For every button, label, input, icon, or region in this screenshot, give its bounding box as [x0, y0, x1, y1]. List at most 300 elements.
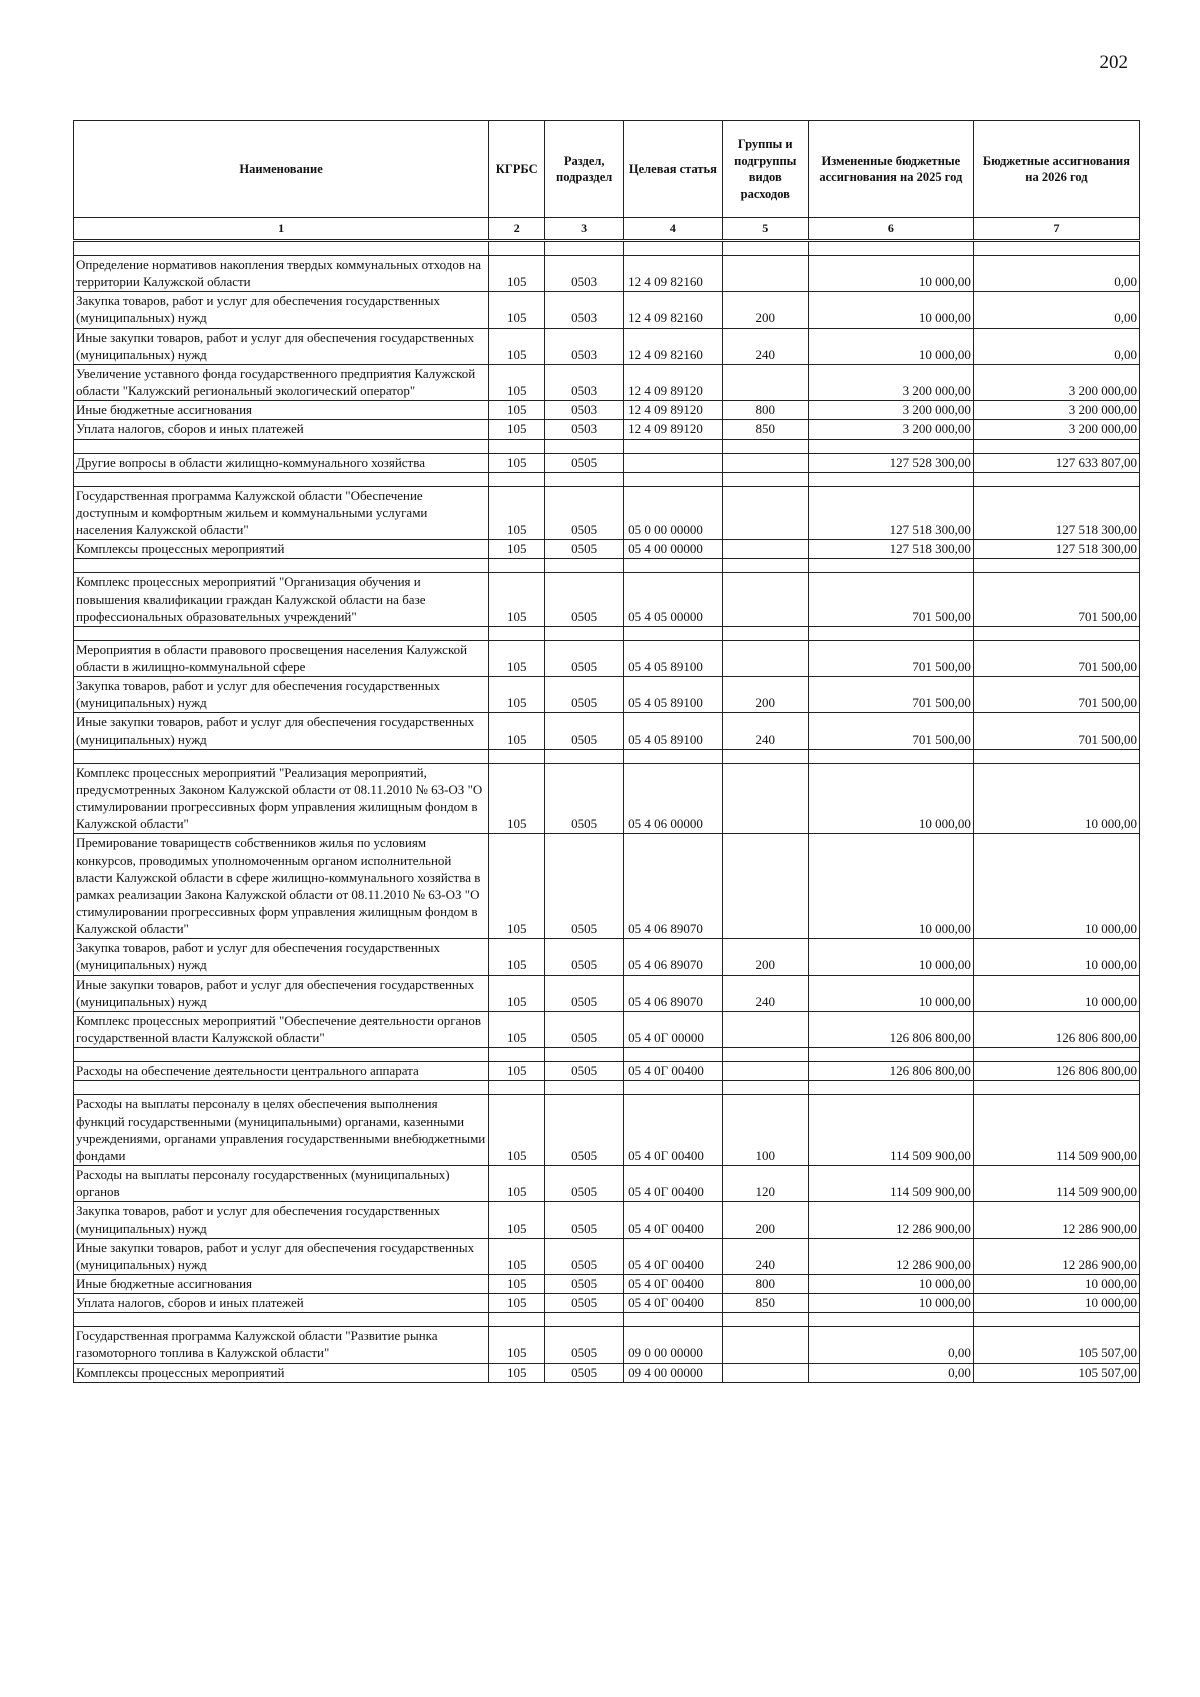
row-name: Комплексы процессных мероприятий [74, 1363, 489, 1382]
row-target: 12 4 09 82160 [624, 292, 723, 328]
row-section: 0505 [545, 1363, 624, 1382]
row-name: Закупка товаров, работ и услуг для обеспечения государственных (муниципальных) нужд [74, 677, 489, 713]
table-row [74, 1327, 1140, 1363]
row-name: Премирование товариществ собственников жилья по условиям конкурсов, проводимых уполномоченным органом исполнительной власти Калужской области в сфере жилищно-коммунального хозяйства в рамках реализации Закона Калужской области от 08.11.2010 № 63-ОЗ "О стимулировании прогрессивных форм управления жилищным фондом в Калужской области" [74, 834, 489, 939]
row-amount-2026: 105 507,00 [973, 1363, 1139, 1382]
spacer-cell [624, 439, 723, 453]
row-name: Комплекс процессных мероприятий "Реализация мероприятий, предусмотренных Законом Калужской области от 08.11.2010 № 63-ОЗ "О стимулировании прогрессивных форм управления жилищным фондом в Калужской области" [74, 763, 489, 834]
header-2025: Измененные бюджетные ассигнования на 2025 год [808, 121, 973, 218]
table-row [74, 328, 1140, 364]
row-target: 05 4 06 89070 [624, 834, 723, 939]
row-kgrbs: 105 [489, 328, 545, 364]
row-section: 0505 [545, 975, 624, 1011]
row-name: Комплекс процессных мероприятий "Организация обучения и повышения квалификации граждан Калужской области на базе профессиональных образовательных учреждений" [74, 573, 489, 626]
row-amount-2025: 10 000,00 [808, 763, 973, 834]
row-kgrbs: 105 [489, 486, 545, 539]
row-section: 0505 [545, 763, 624, 834]
row-amount-2026: 701 500,00 [973, 640, 1139, 676]
row-spacer [74, 1313, 1140, 1327]
row-section: 0503 [545, 401, 624, 420]
spacer-cell [624, 241, 723, 256]
spacer-cell [973, 1313, 1139, 1327]
spacer-cell [973, 626, 1139, 640]
table-row [74, 1202, 1140, 1238]
column-number: 3 [545, 218, 624, 241]
row-group [722, 1011, 808, 1047]
row-target: 05 4 0Г 00400 [624, 1238, 723, 1274]
row-spacer [74, 439, 1140, 453]
table-body [74, 241, 1140, 1383]
row-amount-2025: 10 000,00 [808, 975, 973, 1011]
row-amount-2025: 127 528 300,00 [808, 453, 973, 472]
row-section: 0505 [545, 713, 624, 749]
spacer-cell [545, 749, 624, 763]
table-row [74, 573, 1140, 626]
spacer-cell [973, 472, 1139, 486]
spacer-cell [722, 439, 808, 453]
row-amount-2026: 0,00 [973, 256, 1139, 292]
spacer-cell [74, 1048, 489, 1062]
row-amount-2026: 10 000,00 [973, 1294, 1139, 1313]
row-target: 12 4 09 82160 [624, 256, 723, 292]
spacer-cell [489, 1081, 545, 1095]
row-target: 05 4 0Г 00400 [624, 1166, 723, 1202]
row-section: 0505 [545, 834, 624, 939]
spacer-cell [624, 472, 723, 486]
row-group [722, 763, 808, 834]
column-number: 5 [722, 218, 808, 241]
row-target: 05 4 00 00000 [624, 540, 723, 559]
header-row [74, 121, 1140, 218]
row-section: 0505 [545, 1166, 624, 1202]
spacer-cell [624, 1048, 723, 1062]
table-row [74, 763, 1140, 834]
row-amount-2025: 10 000,00 [808, 256, 973, 292]
row-amount-2025: 114 509 900,00 [808, 1166, 973, 1202]
row-name: Расходы на обеспечение деятельности центрального аппарата [74, 1062, 489, 1081]
row-name: Закупка товаров, работ и услуг для обеспечения государственных (муниципальных) нужд [74, 1202, 489, 1238]
table-row [74, 401, 1140, 420]
row-target: 05 4 06 89070 [624, 939, 723, 975]
row-target: 05 4 0Г 00400 [624, 1095, 723, 1166]
row-name: Увеличение уставного фонда государственного предприятия Калужской области "Калужский региональный экологический оператор" [74, 364, 489, 400]
spacer-cell [74, 749, 489, 763]
spacer-cell [74, 559, 489, 573]
spacer-cell [973, 1081, 1139, 1095]
spacer-cell [722, 241, 808, 256]
row-group: 200 [722, 939, 808, 975]
row-kgrbs: 105 [489, 640, 545, 676]
row-amount-2025: 126 806 800,00 [808, 1011, 973, 1047]
row-kgrbs: 105 [489, 713, 545, 749]
row-amount-2026: 12 286 900,00 [973, 1238, 1139, 1274]
row-spacer [74, 1081, 1140, 1095]
table-row [74, 1238, 1140, 1274]
row-group [722, 834, 808, 939]
row-section: 0505 [545, 540, 624, 559]
row-name: Уплата налогов, сборов и иных платежей [74, 1294, 489, 1313]
row-spacer [74, 626, 1140, 640]
row-group: 800 [722, 1274, 808, 1293]
column-number: 2 [489, 218, 545, 241]
row-section: 0505 [545, 640, 624, 676]
row-spacer [74, 241, 1140, 256]
table-row [74, 292, 1140, 328]
spacer-cell [808, 626, 973, 640]
table-row [74, 256, 1140, 292]
row-group: 800 [722, 401, 808, 420]
row-target: 05 4 0Г 00400 [624, 1062, 723, 1081]
spacer-cell [973, 241, 1139, 256]
spacer-cell [722, 626, 808, 640]
row-group [722, 540, 808, 559]
row-kgrbs: 105 [489, 939, 545, 975]
column-number: 4 [624, 218, 723, 241]
row-amount-2026: 10 000,00 [973, 763, 1139, 834]
row-name: Государственная программа Калужской области "Обеспечение доступным и комфортным жильем и коммунальными услугами населения Калужской области" [74, 486, 489, 539]
row-amount-2026: 127 518 300,00 [973, 486, 1139, 539]
row-group: 240 [722, 975, 808, 1011]
row-amount-2025: 0,00 [808, 1363, 973, 1382]
table-row [74, 420, 1140, 439]
header-target: Целевая статья [624, 121, 723, 218]
spacer-cell [74, 1081, 489, 1095]
row-amount-2026: 126 806 800,00 [973, 1062, 1139, 1081]
row-target: 05 4 05 00000 [624, 573, 723, 626]
spacer-cell [624, 1313, 723, 1327]
row-amount-2026: 12 286 900,00 [973, 1202, 1139, 1238]
spacer-cell [489, 439, 545, 453]
row-section: 0505 [545, 1062, 624, 1081]
row-section: 0505 [545, 1202, 624, 1238]
row-amount-2025: 10 000,00 [808, 834, 973, 939]
row-name: Иные бюджетные ассигнования [74, 1274, 489, 1293]
row-section: 0505 [545, 453, 624, 472]
row-target: 05 4 0Г 00400 [624, 1294, 723, 1313]
table-row [74, 1294, 1140, 1313]
spacer-cell [489, 626, 545, 640]
row-target: 05 4 0Г 00400 [624, 1274, 723, 1293]
row-amount-2026: 114 509 900,00 [973, 1095, 1139, 1166]
row-amount-2026: 126 806 800,00 [973, 1011, 1139, 1047]
row-group [722, 486, 808, 539]
spacer-cell [545, 1081, 624, 1095]
row-amount-2026: 10 000,00 [973, 975, 1139, 1011]
row-section: 0505 [545, 1327, 624, 1363]
row-target: 09 4 00 00000 [624, 1363, 723, 1382]
row-group [722, 453, 808, 472]
budget-table [73, 120, 1140, 1383]
row-group: 240 [722, 1238, 808, 1274]
row-target: 05 4 06 00000 [624, 763, 723, 834]
table-row [74, 364, 1140, 400]
row-amount-2025: 701 500,00 [808, 713, 973, 749]
row-group [722, 1363, 808, 1382]
spacer-cell [545, 439, 624, 453]
row-section: 0503 [545, 328, 624, 364]
row-amount-2025: 10 000,00 [808, 292, 973, 328]
table-row [74, 1166, 1140, 1202]
table-row [74, 713, 1140, 749]
row-section: 0503 [545, 420, 624, 439]
spacer-cell [74, 472, 489, 486]
row-kgrbs: 105 [489, 1294, 545, 1313]
row-amount-2025: 114 509 900,00 [808, 1095, 973, 1166]
row-target: 05 4 05 89100 [624, 677, 723, 713]
row-amount-2025: 10 000,00 [808, 939, 973, 975]
row-amount-2025: 0,00 [808, 1327, 973, 1363]
row-amount-2026: 114 509 900,00 [973, 1166, 1139, 1202]
spacer-cell [545, 1048, 624, 1062]
page-number: 202 [1099, 52, 1128, 73]
table-row [74, 677, 1140, 713]
column-number: 6 [808, 218, 973, 241]
row-section: 0503 [545, 364, 624, 400]
spacer-cell [489, 559, 545, 573]
spacer-cell [808, 1081, 973, 1095]
spacer-cell [722, 472, 808, 486]
row-name: Комплексы процессных мероприятий [74, 540, 489, 559]
row-amount-2026: 10 000,00 [973, 1274, 1139, 1293]
row-amount-2026: 105 507,00 [973, 1327, 1139, 1363]
row-amount-2025: 10 000,00 [808, 1274, 973, 1293]
row-name: Закупка товаров, работ и услуг для обеспечения государственных (муниципальных) нужд [74, 939, 489, 975]
row-group [722, 364, 808, 400]
row-amount-2025: 701 500,00 [808, 640, 973, 676]
row-amount-2026: 701 500,00 [973, 713, 1139, 749]
spacer-cell [74, 1313, 489, 1327]
row-name: Иные закупки товаров, работ и услуг для обеспечения государственных (муниципальных) нужд [74, 1238, 489, 1274]
spacer-cell [489, 749, 545, 763]
row-kgrbs: 105 [489, 1238, 545, 1274]
row-amount-2026: 3 200 000,00 [973, 364, 1139, 400]
spacer-cell [545, 626, 624, 640]
row-group: 240 [722, 328, 808, 364]
table-row [74, 540, 1140, 559]
spacer-cell [722, 749, 808, 763]
row-amount-2025: 3 200 000,00 [808, 420, 973, 439]
row-amount-2025: 10 000,00 [808, 1294, 973, 1313]
row-kgrbs: 105 [489, 975, 545, 1011]
table-row [74, 834, 1140, 939]
table-row [74, 1011, 1140, 1047]
row-kgrbs: 105 [489, 573, 545, 626]
table-row [74, 453, 1140, 472]
spacer-cell [722, 1081, 808, 1095]
row-section: 0505 [545, 1274, 624, 1293]
row-target [624, 453, 723, 472]
row-amount-2026: 701 500,00 [973, 573, 1139, 626]
row-group: 200 [722, 292, 808, 328]
spacer-cell [624, 559, 723, 573]
row-amount-2025: 126 806 800,00 [808, 1062, 973, 1081]
row-amount-2025: 127 518 300,00 [808, 486, 973, 539]
table-row [74, 1363, 1140, 1382]
row-kgrbs: 105 [489, 1011, 545, 1047]
row-kgrbs: 105 [489, 677, 545, 713]
row-name: Иные закупки товаров, работ и услуг для обеспечения государственных (муниципальных) нужд [74, 975, 489, 1011]
row-section: 0503 [545, 292, 624, 328]
spacer-cell [808, 241, 973, 256]
row-spacer [74, 749, 1140, 763]
row-amount-2026: 3 200 000,00 [973, 401, 1139, 420]
table-row [74, 1095, 1140, 1166]
row-name: Мероприятия в области правового просвещения населения Калужской области в жилищно-коммунальной сфере [74, 640, 489, 676]
row-section: 0505 [545, 573, 624, 626]
row-name: Закупка товаров, работ и услуг для обеспечения государственных (муниципальных) нужд [74, 292, 489, 328]
spacer-cell [808, 559, 973, 573]
row-amount-2025: 12 286 900,00 [808, 1238, 973, 1274]
spacer-cell [74, 241, 489, 256]
header-name: Наименование [74, 121, 489, 218]
row-spacer [74, 472, 1140, 486]
row-kgrbs: 105 [489, 1202, 545, 1238]
row-name: Другие вопросы в области жилищно-коммунального хозяйства [74, 453, 489, 472]
row-group: 240 [722, 713, 808, 749]
spacer-cell [489, 1313, 545, 1327]
row-spacer [74, 1048, 1140, 1062]
row-group [722, 256, 808, 292]
row-section: 0505 [545, 1294, 624, 1313]
row-group [722, 573, 808, 626]
column-number: 1 [74, 218, 489, 241]
row-section: 0505 [545, 486, 624, 539]
spacer-cell [545, 472, 624, 486]
row-name: Уплата налогов, сборов и иных платежей [74, 420, 489, 439]
row-group [722, 1062, 808, 1081]
table-row [74, 640, 1140, 676]
spacer-cell [489, 1048, 545, 1062]
spacer-cell [808, 472, 973, 486]
row-section: 0503 [545, 256, 624, 292]
row-amount-2026: 0,00 [973, 292, 1139, 328]
row-kgrbs: 105 [489, 763, 545, 834]
spacer-cell [808, 439, 973, 453]
row-group: 200 [722, 1202, 808, 1238]
row-amount-2025: 701 500,00 [808, 573, 973, 626]
row-group: 200 [722, 677, 808, 713]
spacer-cell [808, 1048, 973, 1062]
spacer-cell [973, 1048, 1139, 1062]
row-group [722, 640, 808, 676]
row-target: 05 4 05 89100 [624, 640, 723, 676]
spacer-cell [973, 749, 1139, 763]
spacer-cell [722, 559, 808, 573]
row-name: Комплекс процессных мероприятий "Обеспечение деятельности органов государственной власти Калужской области" [74, 1011, 489, 1047]
row-amount-2026: 127 633 807,00 [973, 453, 1139, 472]
spacer-cell [624, 626, 723, 640]
row-target: 05 4 05 89100 [624, 713, 723, 749]
spacer-cell [489, 241, 545, 256]
spacer-cell [624, 1081, 723, 1095]
row-kgrbs: 105 [489, 540, 545, 559]
row-target: 05 4 0Г 00000 [624, 1011, 723, 1047]
spacer-cell [973, 559, 1139, 573]
row-amount-2025: 701 500,00 [808, 677, 973, 713]
row-kgrbs: 105 [489, 1327, 545, 1363]
table-row [74, 486, 1140, 539]
row-kgrbs: 105 [489, 401, 545, 420]
row-section: 0505 [545, 1011, 624, 1047]
row-name: Расходы на выплаты персоналу государственных (муниципальных) органов [74, 1166, 489, 1202]
spacer-cell [545, 241, 624, 256]
column-number-row [74, 218, 1140, 241]
table-row [74, 1062, 1140, 1081]
row-section: 0505 [545, 1095, 624, 1166]
row-target: 12 4 09 89120 [624, 364, 723, 400]
row-name: Расходы на выплаты персоналу в целях обеспечения выполнения функций государственными (муниципальными) органами, казенными учреждениями, органами управления государственными внебюджетными фондами [74, 1095, 489, 1166]
row-amount-2026: 3 200 000,00 [973, 420, 1139, 439]
row-group: 850 [722, 420, 808, 439]
row-group [722, 1327, 808, 1363]
row-kgrbs: 105 [489, 1062, 545, 1081]
row-name: Иные бюджетные ассигнования [74, 401, 489, 420]
spacer-cell [489, 472, 545, 486]
row-kgrbs: 105 [489, 1274, 545, 1293]
spacer-cell [74, 439, 489, 453]
row-amount-2026: 701 500,00 [973, 677, 1139, 713]
row-target: 05 4 0Г 00400 [624, 1202, 723, 1238]
row-section: 0505 [545, 677, 624, 713]
row-name: Иные закупки товаров, работ и услуг для обеспечения государственных (муниципальных) нужд [74, 328, 489, 364]
row-amount-2025: 10 000,00 [808, 328, 973, 364]
header-kgrbs: КГРБС [489, 121, 545, 218]
row-group: 100 [722, 1095, 808, 1166]
row-target: 09 0 00 00000 [624, 1327, 723, 1363]
spacer-cell [74, 626, 489, 640]
table-row [74, 939, 1140, 975]
table-row [74, 975, 1140, 1011]
row-amount-2026: 0,00 [973, 328, 1139, 364]
row-amount-2025: 3 200 000,00 [808, 364, 973, 400]
row-spacer [74, 559, 1140, 573]
spacer-cell [973, 439, 1139, 453]
row-kgrbs: 105 [489, 420, 545, 439]
spacer-cell [624, 749, 723, 763]
row-name: Государственная программа Калужской области "Развитие рынка газомоторного топлива в Калужской области" [74, 1327, 489, 1363]
spacer-cell [722, 1048, 808, 1062]
spacer-cell [545, 1313, 624, 1327]
row-kgrbs: 105 [489, 1363, 545, 1382]
row-amount-2026: 10 000,00 [973, 834, 1139, 939]
row-name: Иные закупки товаров, работ и услуг для обеспечения государственных (муниципальных) нужд [74, 713, 489, 749]
row-target: 05 0 00 00000 [624, 486, 723, 539]
row-kgrbs: 105 [489, 292, 545, 328]
row-amount-2025: 12 286 900,00 [808, 1202, 973, 1238]
row-kgrbs: 105 [489, 834, 545, 939]
row-target: 12 4 09 89120 [624, 420, 723, 439]
table-row [74, 1274, 1140, 1293]
row-kgrbs: 105 [489, 364, 545, 400]
row-kgrbs: 105 [489, 256, 545, 292]
row-target: 12 4 09 89120 [624, 401, 723, 420]
row-kgrbs: 105 [489, 1095, 545, 1166]
spacer-cell [545, 559, 624, 573]
row-section: 0505 [545, 939, 624, 975]
spacer-cell [808, 1313, 973, 1327]
row-group: 120 [722, 1166, 808, 1202]
row-kgrbs: 105 [489, 453, 545, 472]
row-target: 12 4 09 82160 [624, 328, 723, 364]
row-target: 05 4 06 89070 [624, 975, 723, 1011]
column-number: 7 [973, 218, 1139, 241]
header-section: Раздел, подраздел [545, 121, 624, 218]
row-amount-2025: 3 200 000,00 [808, 401, 973, 420]
row-section: 0505 [545, 1238, 624, 1274]
row-group: 850 [722, 1294, 808, 1313]
row-amount-2025: 127 518 300,00 [808, 540, 973, 559]
row-name: Определение нормативов накопления твердых коммунальных отходов на территории Калужской области [74, 256, 489, 292]
